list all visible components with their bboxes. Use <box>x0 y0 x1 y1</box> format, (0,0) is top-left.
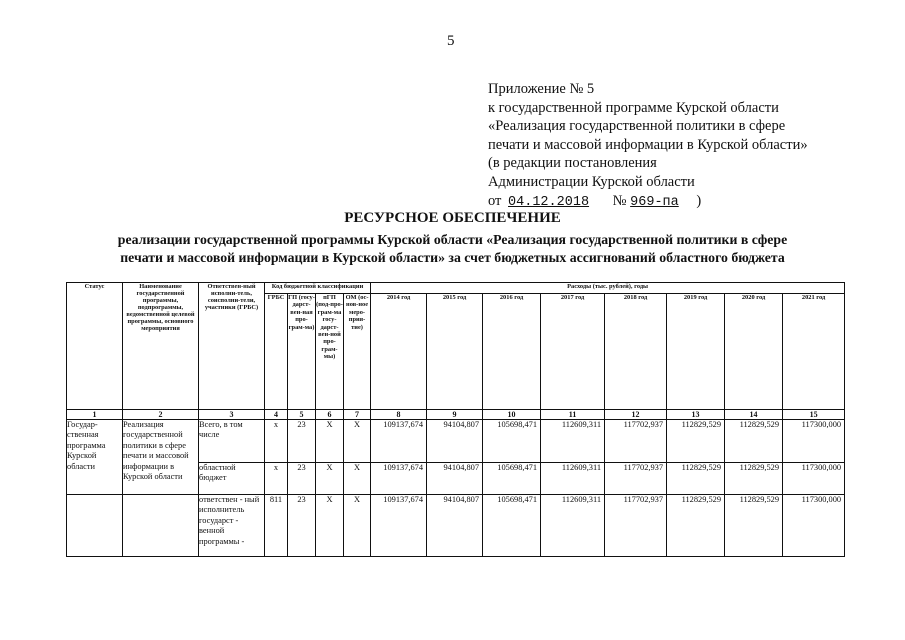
gp-cell: 23 <box>288 463 316 495</box>
om-cell: Х <box>344 495 371 557</box>
column-number: 12 <box>605 410 667 420</box>
grbs-cell: 811 <box>265 495 288 557</box>
appendix-line: печати и массовой информации в Курской области» <box>488 136 808 153</box>
header-status: Статус <box>67 283 123 410</box>
status-cell: Государ-ственная программа Курской области <box>67 420 123 495</box>
header-budget-code: Код бюджетной классификации <box>265 283 371 294</box>
gp-cell: 23 <box>288 420 316 463</box>
header-year: 2014 год <box>371 294 427 410</box>
number-sign: № <box>612 192 627 209</box>
page-number: 5 <box>447 33 455 49</box>
value-cell: 112829,529 <box>725 495 783 557</box>
value-cell: 112829,529 <box>725 420 783 463</box>
value-cell: 109137,674 <box>371 495 427 557</box>
resource-table <box>66 282 845 557</box>
value-cell: 109137,674 <box>371 420 427 463</box>
value-cell: 105698,471 <box>483 463 541 495</box>
column-number: 5 <box>288 410 316 420</box>
header-year: 2016 год <box>483 294 541 410</box>
value-cell: 112829,529 <box>667 495 725 557</box>
document-subtitle <box>0 231 905 267</box>
value-cell: 117702,937 <box>605 495 667 557</box>
executor-cell: Всего, в том числе <box>199 420 265 463</box>
value-cell: 112609,311 <box>541 463 605 495</box>
date-prefix: от <box>488 192 502 209</box>
value-cell: 117300,000 <box>783 420 845 463</box>
column-number: 2 <box>123 410 199 420</box>
resolution-number: 969-па <box>630 194 679 210</box>
column-number: 8 <box>371 410 427 420</box>
value-cell: 117702,937 <box>605 420 667 463</box>
column-number: 7 <box>344 410 371 420</box>
column-number: 11 <box>541 410 605 420</box>
pgp-cell: Х <box>316 420 344 463</box>
value-cell: 94104,807 <box>427 463 483 495</box>
value-cell: 117702,937 <box>605 463 667 495</box>
appendix-line: к государственной программе Курской области <box>488 99 779 116</box>
header-year: 2021 год <box>783 294 845 410</box>
om-cell: Х <box>344 463 371 495</box>
column-number: 1 <box>67 410 123 420</box>
value-cell: 105698,471 <box>483 495 541 557</box>
column-number: 9 <box>427 410 483 420</box>
pgp-cell: Х <box>316 463 344 495</box>
value-cell: 117300,000 <box>783 495 845 557</box>
value-cell: 112829,529 <box>667 420 725 463</box>
header-year: 2020 год <box>725 294 783 410</box>
value-cell: 94104,807 <box>427 495 483 557</box>
value-cell: 105698,471 <box>483 420 541 463</box>
document-title: РЕСУРСНОЕ ОБЕСПЕЧЕНИЕ <box>344 210 561 226</box>
value-cell: 109137,674 <box>371 463 427 495</box>
appendix-line: Администрации Курской области <box>488 173 695 190</box>
subtitle-line: реализации государственной программы Курской области «Реализация государственной политики в сфере <box>117 232 788 247</box>
header-year: 2018 год <box>605 294 667 410</box>
value-cell: 112609,311 <box>541 495 605 557</box>
pgp-cell: Х <box>316 495 344 557</box>
header-year: 2017 год <box>541 294 605 410</box>
appendix-line: (в редакции постановления <box>488 155 657 172</box>
value-cell: 117300,000 <box>783 463 845 495</box>
appendix-block <box>488 80 808 212</box>
value-cell: 112829,529 <box>667 463 725 495</box>
appendix-line: Приложение № 5 <box>488 81 595 97</box>
resolution-date: 04.12.2018 <box>508 194 590 210</box>
executor-cell: областной бюджет <box>199 463 265 495</box>
header-om: ОМ (ос-нов-ное меро-прия-тие) <box>344 294 371 410</box>
gp-cell: 23 <box>288 495 316 557</box>
subtitle-line: печати и массовой информации в Курской области» за счет бюджетных ассигнований областного бюджета <box>120 250 785 265</box>
value-cell: 112829,529 <box>725 463 783 495</box>
column-number: 6 <box>316 410 344 420</box>
value-cell: 112609,311 <box>541 420 605 463</box>
header-grbs: ГРБС <box>265 294 288 410</box>
program-name-cell: Реализация государственной политики в сфере печати и массовой информации в Курской области <box>123 420 199 495</box>
grbs-cell: х <box>265 420 288 463</box>
header-name: Наименование государственной программы, подпрограммы, ведомственной целевой программы, основного мероприятия <box>123 283 199 410</box>
header-pgp: пГП (под-про-грам-ма госу-дарст-вен-ной про-грам-мы) <box>316 294 344 410</box>
column-number: 13 <box>667 410 725 420</box>
executor-cell: ответствен - ный исполнитель государст - венной программы - <box>199 495 265 557</box>
column-number: 10 <box>483 410 541 420</box>
om-cell: Х <box>344 420 371 463</box>
header-year: 2019 год <box>667 294 725 410</box>
column-number: 14 <box>725 410 783 420</box>
closing-paren: ) <box>696 192 702 209</box>
column-number: 15 <box>783 410 845 420</box>
header-executor: Ответствен-ный исполни-тель, соисполни-тели, участники (ГРБС) <box>199 283 265 410</box>
appendix-line: «Реализация государственной политики в сфере <box>488 118 786 135</box>
value-cell: 94104,807 <box>427 420 483 463</box>
grbs-cell: х <box>265 463 288 495</box>
column-number: 4 <box>265 410 288 420</box>
column-number: 3 <box>199 410 265 420</box>
header-gp: ГП (госу-дарст-вен-ная про-грам-ма) <box>288 294 316 410</box>
header-expenses: Расходы (тыс. рублей), годы <box>371 283 845 294</box>
header-year: 2015 год <box>427 294 483 410</box>
